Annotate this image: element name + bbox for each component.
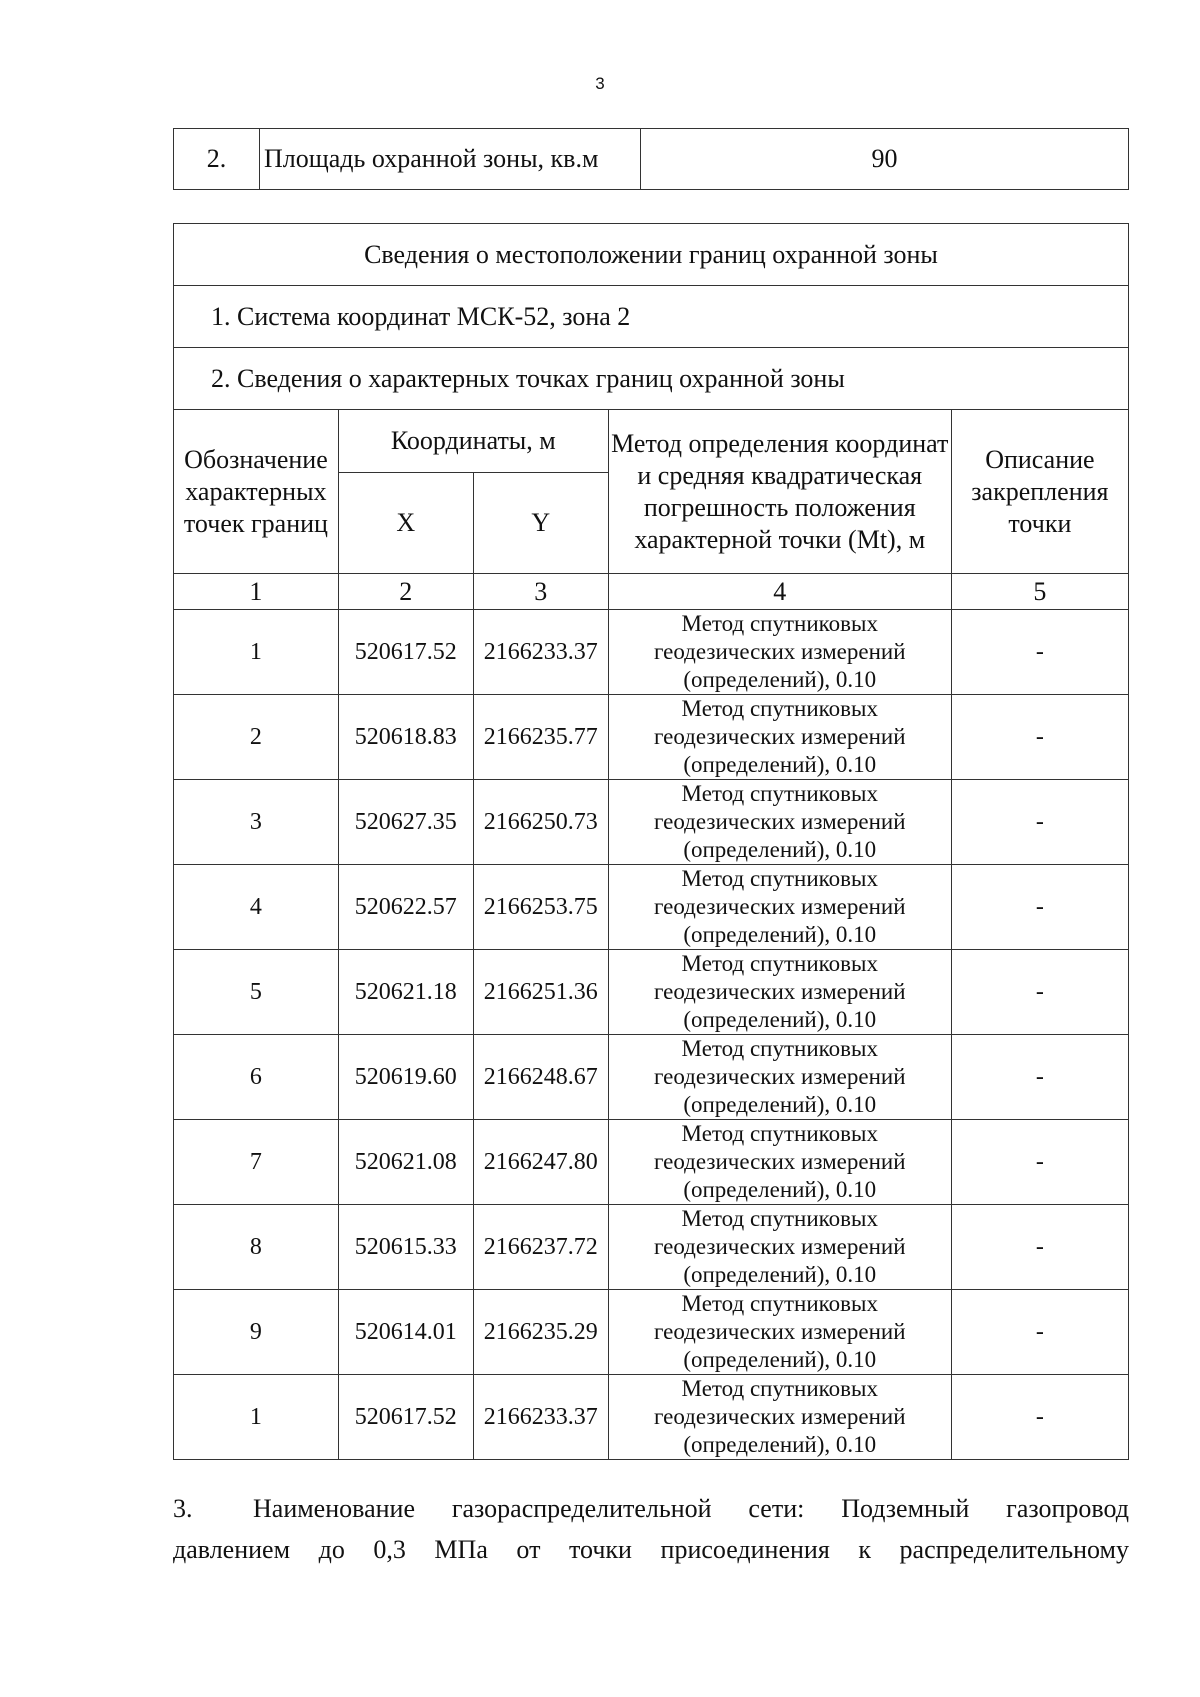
header-coordinates: Координаты, м xyxy=(338,410,608,473)
paragraph-line-2: давлением до 0,3 МПа от точки присоединения к распределительному xyxy=(173,1535,1129,1564)
point-x: 520619.60 xyxy=(338,1035,473,1120)
area-row-number: 2. xyxy=(174,129,260,190)
point-description: - xyxy=(951,1375,1128,1460)
point-y: 2166233.37 xyxy=(473,1375,608,1460)
point-y: 2166235.29 xyxy=(473,1290,608,1375)
point-y: 2166250.73 xyxy=(473,780,608,865)
paragraph-line-1 xyxy=(173,1488,1129,1529)
point-description: - xyxy=(951,865,1128,950)
point-id: 9 xyxy=(174,1290,339,1375)
point-method: Метод спутниковых геодезических измерений (определений), 0.10 xyxy=(608,780,951,865)
coordinate-system: 1. Система координат МСК-52, зона 2 xyxy=(174,286,1129,348)
point-description: - xyxy=(951,610,1128,695)
point-id: 4 xyxy=(174,865,339,950)
header-method: Метод определения координат и средняя квадратическая погрешность положения характерной точки (Mt), м xyxy=(608,410,951,574)
point-id: 1 xyxy=(174,610,339,695)
column-number: 2 xyxy=(338,574,473,610)
point-y: 2166253.75 xyxy=(473,865,608,950)
header-y: Y xyxy=(473,473,608,574)
header-row-1 xyxy=(174,410,1129,473)
area-row-value: 90 xyxy=(641,129,1129,190)
paragraph-text-1: Наименование газораспределительной сети: Подземный газопровод xyxy=(253,1494,1129,1523)
point-y: 2166235.77 xyxy=(473,695,608,780)
point-id: 7 xyxy=(174,1120,339,1205)
table-row xyxy=(174,1120,1129,1205)
point-x: 520615.33 xyxy=(338,1205,473,1290)
point-description: - xyxy=(951,950,1128,1035)
point-x: 520621.18 xyxy=(338,950,473,1035)
column-number: 5 xyxy=(951,574,1128,610)
point-description: - xyxy=(951,1290,1128,1375)
boundary-coordinates-table xyxy=(173,223,1129,1460)
page-number: 3 xyxy=(595,74,605,93)
table-row xyxy=(174,950,1129,1035)
table-row xyxy=(174,695,1129,780)
point-method: Метод спутниковых геодезических измерений (определений), 0.10 xyxy=(608,950,951,1035)
coordinate-system-row xyxy=(174,286,1129,348)
point-x: 520621.08 xyxy=(338,1120,473,1205)
point-method: Метод спутниковых геодезических измерений (определений), 0.10 xyxy=(608,1120,951,1205)
table-row xyxy=(174,610,1129,695)
point-method: Метод спутниковых геодезических измерений (определений), 0.10 xyxy=(608,1290,951,1375)
point-description: - xyxy=(951,780,1128,865)
header-designation: Обозначение характерных точек границ xyxy=(174,410,339,574)
point-y: 2166233.37 xyxy=(473,610,608,695)
point-id: 2 xyxy=(174,695,339,780)
column-numbers-row xyxy=(174,574,1129,610)
boundary-title-row xyxy=(174,224,1129,286)
header-description: Описание закрепления точки xyxy=(951,410,1128,574)
point-id: 1 xyxy=(174,1375,339,1460)
point-y: 2166237.72 xyxy=(473,1205,608,1290)
point-y: 2166248.67 xyxy=(473,1035,608,1120)
table-row xyxy=(174,1205,1129,1290)
point-x: 520617.52 xyxy=(338,1375,473,1460)
point-y: 2166247.80 xyxy=(473,1120,608,1205)
point-id: 6 xyxy=(174,1035,339,1120)
table-row xyxy=(174,780,1129,865)
point-x: 520622.57 xyxy=(338,865,473,950)
point-description: - xyxy=(951,1205,1128,1290)
paragraph-number: 3. xyxy=(173,1494,193,1523)
point-method: Метод спутниковых геодезических измерений (определений), 0.10 xyxy=(608,1035,951,1120)
header-x: X xyxy=(338,473,473,574)
point-x: 520617.52 xyxy=(338,610,473,695)
table-row xyxy=(174,865,1129,950)
point-x: 520618.83 xyxy=(338,695,473,780)
point-method: Метод спутниковых геодезических измерений (определений), 0.10 xyxy=(608,865,951,950)
point-x: 520614.01 xyxy=(338,1290,473,1375)
point-id: 8 xyxy=(174,1205,339,1290)
network-name-paragraph xyxy=(173,1488,1129,1570)
point-id: 3 xyxy=(174,780,339,865)
point-method: Метод спутниковых геодезических измерений (определений), 0.10 xyxy=(608,1205,951,1290)
point-method: Метод спутниковых геодезических измерений (определений), 0.10 xyxy=(608,610,951,695)
points-title: 2. Сведения о характерных точках границ охранной зоны xyxy=(174,348,1129,410)
protected-zone-area-table xyxy=(173,128,1129,190)
boundary-title: Сведения о местоположении границ охранной зоны xyxy=(174,224,1129,286)
area-row xyxy=(174,129,1129,190)
point-method: Метод спутниковых геодезических измерений (определений), 0.10 xyxy=(608,695,951,780)
point-y: 2166251.36 xyxy=(473,950,608,1035)
point-description: - xyxy=(951,695,1128,780)
point-description: - xyxy=(951,1120,1128,1205)
points-title-row xyxy=(174,348,1129,410)
point-method: Метод спутниковых геодезических измерений (определений), 0.10 xyxy=(608,1375,951,1460)
column-number: 3 xyxy=(473,574,608,610)
table-row xyxy=(174,1375,1129,1460)
point-description: - xyxy=(951,1035,1128,1120)
table-row xyxy=(174,1290,1129,1375)
point-id: 5 xyxy=(174,950,339,1035)
area-row-label: Площадь охранной зоны, кв.м xyxy=(260,129,641,190)
column-number: 1 xyxy=(174,574,339,610)
table-row xyxy=(174,1035,1129,1120)
column-number: 4 xyxy=(608,574,951,610)
point-x: 520627.35 xyxy=(338,780,473,865)
